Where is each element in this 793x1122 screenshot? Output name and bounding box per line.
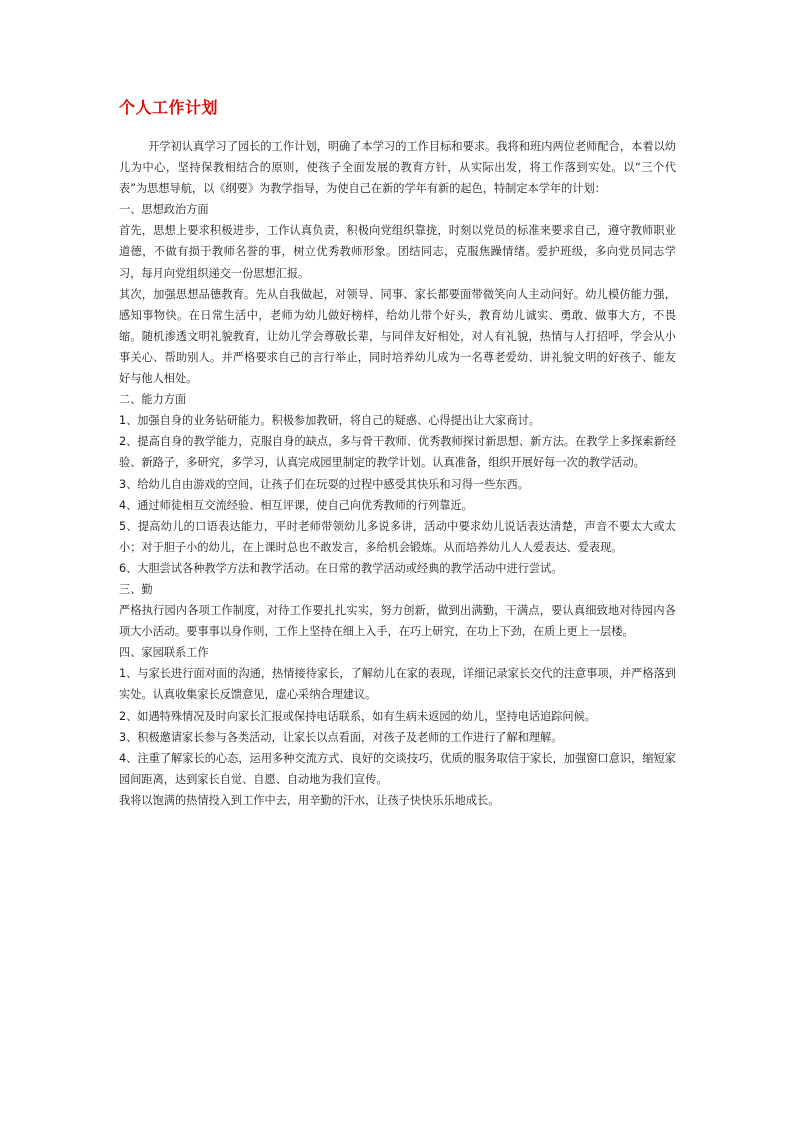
paragraph: 3、积极邀请家长参与各类活动，让家长以点看面，对孩子及老师的工作进行了解和理解。 [119, 730, 563, 744]
paragraph: 三、勤 [119, 582, 153, 596]
document-body [119, 136, 676, 811]
paragraph: 1、加强自身的业务钻研能力。积极参加教研，将自己的疑惑、心得提出让大家商讨。 [119, 414, 541, 428]
paragraph: 首先，思想上要求积极进步，工作认真负责，积极向党组织靠拢，时刻以党员的标准来要求自己，遵守教师职业道德，不做有损于教师名誉的事，树立优秀教师形象。团结同志，克服焦躁情绪。爱护班级，多向党员同志学习，每月向党组织递交一份思想汇报。 [119, 224, 676, 280]
paragraph: 二、能力方面 [119, 393, 187, 407]
page-title: 个人工作计划 [119, 98, 219, 117]
paragraph: 4、注重了解家长的心态，运用多种交流方式、良好的交谈技巧，优质的服务取信于家长，加强窗口意识，缩短家园间距离，达到家长自觉、自愿、自动地为我们宣传。 [119, 751, 676, 786]
paragraph: 开学初认真学习了园长的工作计划，明确了本学习的工作目标和要求。我将和班内两位老师配合，本着以幼儿为中心，坚持保教相结合的原则，使孩子全面发展的教育方针，从实际出发，将工作落到实处。以“三个代表”为思想导航，以《纲要》为教学指导，为使自己在新的学年有新的起色，特制定本学年的计划： [119, 140, 676, 196]
paragraph: 5、提高幼儿的口语表达能力，平时老师带领幼儿多说多讲，活动中要求幼儿说话表达清楚，声音不要太大或太小；对于胆子小的幼儿，在上课时总也不敢发言，多给机会锻炼。从而培养幼儿人人爱表达、爱表现。 [119, 519, 676, 554]
paragraph: 我将以饱满的热情投入到工作中去，用辛勤的汗水，让孩子快快乐乐地成长。 [119, 793, 500, 807]
paragraph: 6、大胆尝试各种教学方法和教学活动。在日常的教学活动或经典的教学活动中进行尝试。 [119, 561, 563, 575]
paragraph: 1、与家长进行面对面的沟通，热情接待家长，了解幼儿在家的表现，详细记录家长交代的注意事项，并严格落到实处。认真收集家长反馈意见，虚心采纳合理建议。 [119, 667, 676, 702]
paragraph: 3、给幼儿自由游戏的空间，让孩子们在玩耍的过程中感受其快乐和习得一些东西。 [119, 477, 529, 491]
paragraph: 严格执行园内各项工作制度，对待工作要扎扎实实，努力创新，做到出满勤，干满点，要认真细致地对待园内各项大小活动。要事事以身作则，工作上坚持在细上入手，在巧上研究，在功上下劲，在质上更上一层楼。 [119, 604, 676, 639]
paragraph: 其次，加强思想品德教育。先从自我做起，对领导、同事、家长都要面带微笑向人主动问好。幼儿模仿能力强，感知事物快。在日常生活中，老师为幼儿做好榜样，给幼儿带个好头，教育幼儿诚实、勇敢、做事大方，不畏缩。随机渗透文明礼貌教育，让幼儿学会尊敬长辈，与同伴友好相处，对人有礼貌，热情与人打招呼，学会从小事关心、帮助别人。并严格要求自己的言行举止，同时培养幼儿成为一名尊老爱幼、讲礼貌文明的好孩子、能友好与他人相处。 [119, 287, 676, 386]
paragraph: 四、家园联系工作 [119, 646, 209, 660]
paragraph: 4、通过师徒相互交流经验、相互评课，使自己向优秀教师的行列靠近。 [119, 498, 473, 512]
paragraph: 2、如遇特殊情况及时向家长汇报或保持电话联系，如有生病未返园的幼儿，坚持电话追踪问候。 [119, 709, 596, 723]
paragraph: 一、思想政治方面 [119, 203, 209, 217]
paragraph: 2、提高自身的教学能力，克服自身的缺点，多与骨干教师、优秀教师探讨新思想、新方法。在教学上多探索新经验、新路子，多研究，多学习，认真完成园里制定的教学计划。认真准备，组织开展好每一次的教学活动。 [119, 435, 676, 470]
